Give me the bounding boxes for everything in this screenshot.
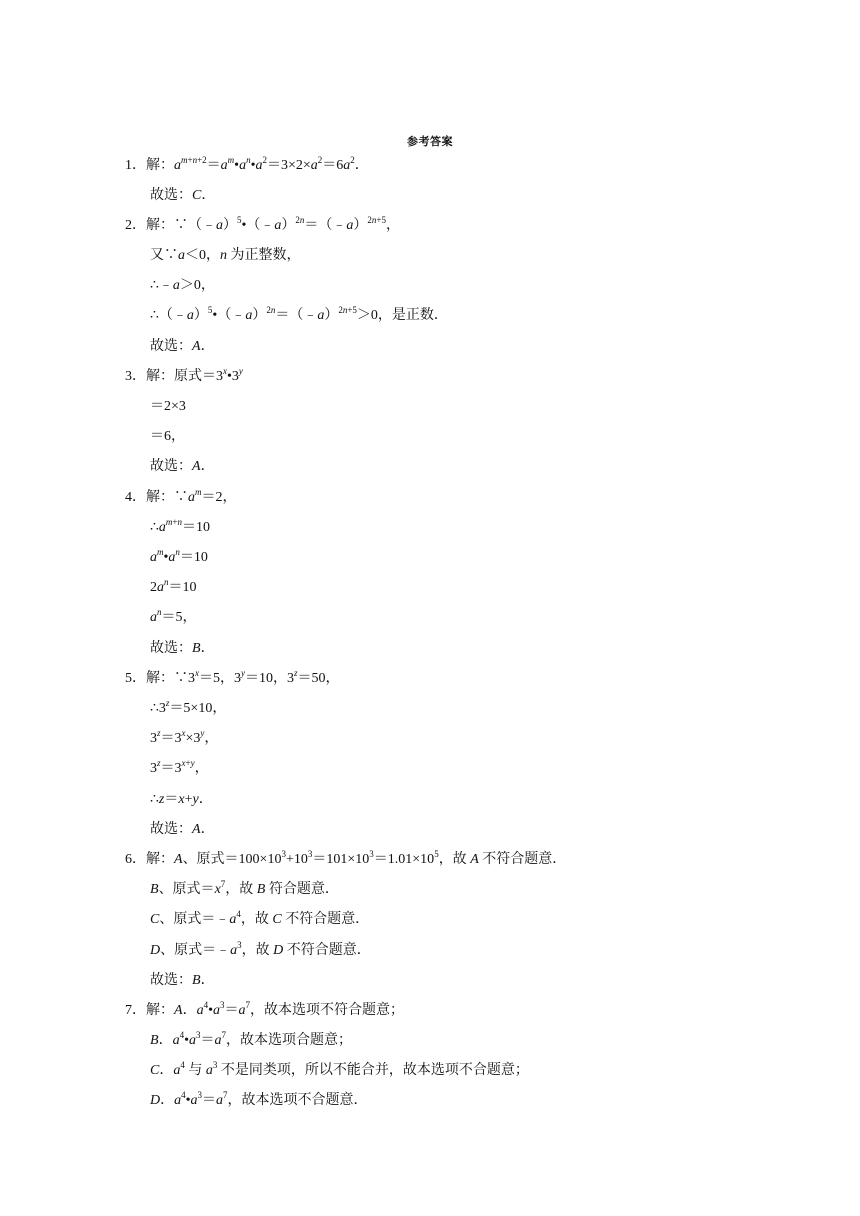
answer-5-step: ∴z＝x+y． [150, 792, 213, 807]
answer-6-step: D、原式$=﹣a^3$，故 D 不符合题意． [150, 940, 371, 958]
answer-7-step: B．$a^4•a^3=a^7$，故本选项合题意； [150, 1030, 352, 1048]
answer-7-step: D．$a^4•a^3=a^7$，故本选项不合题意． [150, 1090, 368, 1108]
answer-5-step: $\therefore 3^z=5\times 10$， [150, 698, 227, 716]
answer-6: 6．解：A、原式$=100\times 10^3+10^3=101\times 10^3=1.01\times 10^5$，故 A 不符合题意． [125, 849, 567, 867]
answer-5-step: $3^z=3^x\times 3^y$， [150, 728, 219, 746]
answer-6-step: B、原式$=x^7$，故 B 符合题意． [150, 879, 339, 897]
answer-3-step: ＝2×3 [150, 399, 186, 414]
answer-4-step: $2a^n=10$ [150, 577, 197, 595]
answer-5-step: $3^z=3^{x+y}$， [150, 758, 209, 776]
answer-2-step: ∴（﹣a）$^5$•（﹣a）$^{2n}$＝（﹣a）$^{2n+5}$＞0，是正数． [150, 305, 448, 323]
answer-4-choice: 故选：B． [150, 641, 215, 656]
answer-4-step: $a^m•a^n=10$ [150, 547, 208, 565]
answer-3: 3．解：原式$=3^x•3^y$ [125, 366, 243, 384]
answer-2-choice: 故选：A． [150, 339, 215, 354]
answer-6-choice: 故选：B． [150, 973, 215, 988]
answer-4-step: $a^n=5$， [150, 607, 197, 625]
answer-5: 5．解：$\because 3^x=5$，$3^y=10$，$3^z=50$， [125, 668, 340, 686]
answer-5-choice: 故选：A． [150, 822, 215, 837]
answer-2-step: ∴﹣a＞0， [150, 278, 215, 293]
answer-7-step: C．$a^4$ 与 $a^3$ 不是同类项，所以不能合并，故本选项不合题意； [150, 1060, 529, 1078]
answer-2: 2．解：∵（﹣a）$^5$•（﹣a）$^{2n}$＝（﹣a）$^{2n+5}$， [125, 215, 400, 233]
answer-7: 7．解：A．$a^4•a^3=a^7$，故本选项不符合题意； [125, 1000, 404, 1018]
answer-4: 4．解：$\because a^m=2$， [125, 487, 237, 505]
page-title: 参考答案 [407, 136, 453, 148]
answer-2-step: 又∵a＜0，n 为正整数， [150, 248, 301, 263]
answer-6-step: C、原式$=﹣a^4$，故 C 不符合题意． [150, 909, 370, 927]
answer-3-step: ＝6， [150, 429, 185, 444]
answer-3-choice: 故选：A． [150, 459, 215, 474]
answer-1-choice: 故选：C． [150, 188, 216, 203]
answer-4-step: $\therefore a^{m+n}=10$ [150, 517, 210, 535]
answer-1: 1．解：$a^{m+n+2}=a^m•a^n•a^2=3\times 2\times a^2=6a^2$． [125, 155, 369, 173]
